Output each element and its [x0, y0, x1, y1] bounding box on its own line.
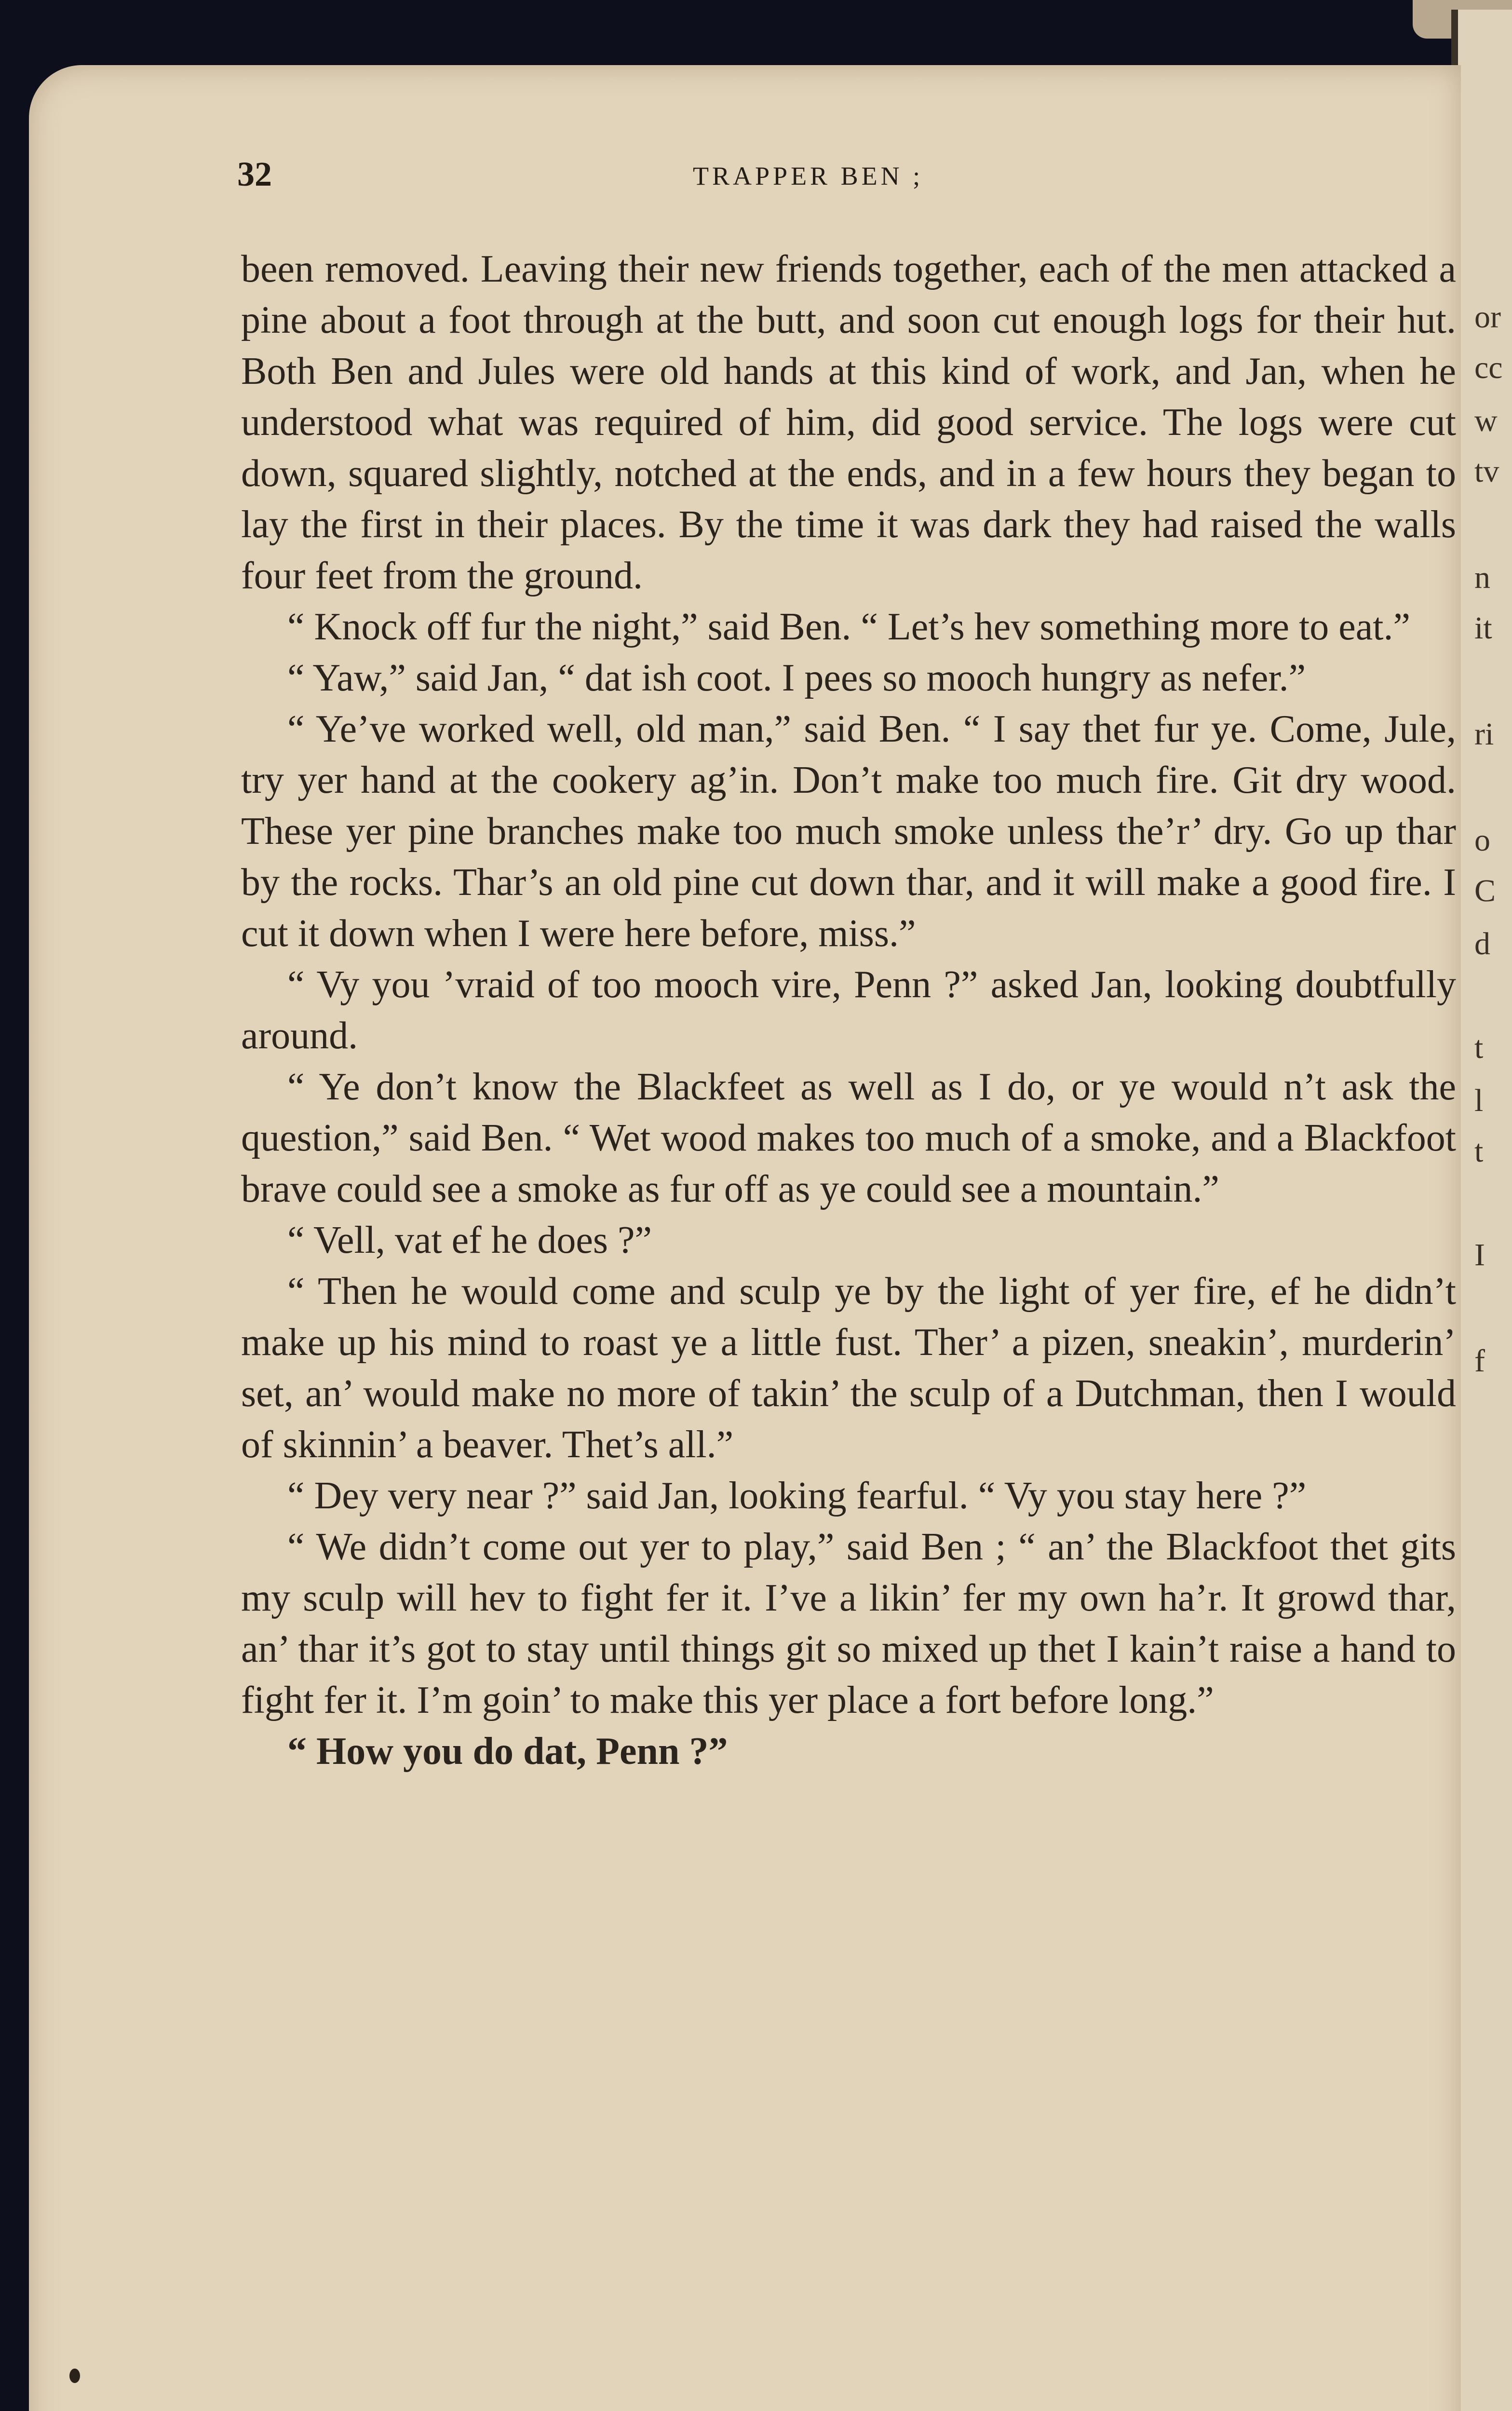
paragraph: “ Dey very near ?” said Jan, looking fearful. “ Vy you stay here ?” — [287, 1475, 1307, 1517]
next-page-fragment: f — [1474, 1343, 1485, 1379]
paragraph: “ Knock off fur the night,” said Ben. “ Let’s hev something more to eat.” — [287, 606, 1410, 648]
next-page-fragment: t — [1474, 1134, 1484, 1169]
paragraph: been removed. Leaving their new friends together, each of the men attacked a pine about a foot through at the butt, and soon cut enough logs for their hut. Both Ben and Jules were old hands at this kind of work, and Jan, when he understood what was required of him, did good service. The logs were cut down, squared slightly, notched at the ends, and in a few hours they began to lay the first in their places. By the time it was dark they had raised the walls four feet from the ground. — [241, 248, 1456, 597]
next-page-fragment: t — [1474, 1030, 1484, 1065]
next-page-fragment: l — [1474, 1083, 1484, 1118]
page-number: 32 — [237, 155, 272, 193]
next-page-fragment: w — [1474, 403, 1498, 438]
next-page-fragment: ri — [1474, 717, 1494, 752]
paragraph: “ How you do dat, Penn ?” — [287, 1730, 728, 1773]
next-page-fragment: cc — [1474, 350, 1503, 385]
ink-spot — [69, 2369, 80, 2383]
page-body-text — [241, 244, 1456, 1777]
paragraph: “ We didn’t come out yer to play,” said Ben ; “ an’ the Blackfoot thet gits my sculp will hev to fight fer it. I’ve a likin’ fer my own ha’r. It growd thar, an’ thar it’s got to stay until things git so mixed up thet I kain’t raise a hand to fight fer it. I’m goin’ to make this yer place a fort before long.” — [241, 1526, 1456, 1721]
next-page-edge-text — [1471, 0, 1512, 2411]
next-page-fragment: n — [1474, 560, 1490, 595]
paragraph: “ Vell, vat ef he does ?” — [287, 1219, 652, 1261]
paragraph: “ Then he would come and sculp ye by the light of yer fire, ef he didn’t make up his mind to roast ye a little fust. Ther’ a pizen, sneakin’, murderin’ set, an’ would make no more of takin’ the sculp of a Dutchman, then I would of skinnin’ a beaver. Thet’s all.” — [241, 1270, 1456, 1466]
next-page-fragment: I — [1474, 1237, 1485, 1273]
next-page-fragment: or — [1474, 299, 1501, 335]
paragraph: “ Yaw,” said Jan, “ dat ish coot. I pees so mooch hungry as nefer.” — [287, 657, 1306, 699]
paragraph: “ Ye don’t know the Blackfeet as well as I do, or ye would n’t ask the question,” said Ben. “ Wet wood makes too much of a smoke, and a Blackfoot brave could see a smoke as fur off as ye could see a mountain.” — [241, 1066, 1456, 1210]
paragraph: “ Ye’ve worked well, old man,” said Ben. “ I say thet fur ye. Come, Jule, try yer hand at the cookery ag’in. Don’t make too much fire. Git dry wood. These yer pine branches make too much smoke unless the’r’ dry. Go up thar by the rocks. Thar’s an old pine cut down thar, and it will make a good fire. I cut it down when I were here before, miss.” — [241, 708, 1456, 955]
next-page-fragment: C — [1474, 873, 1496, 908]
next-page-fragment: tv — [1474, 454, 1499, 489]
running-title: TRAPPER BEN ; — [693, 162, 924, 190]
paragraph: “ Vy you ’vraid of too mooch vire, Penn ?” asked Jan, looking doubtfully around. — [241, 963, 1456, 1057]
next-page-fragment: o — [1474, 823, 1490, 858]
next-page-fragment: d — [1474, 926, 1490, 962]
page-header — [237, 154, 1452, 203]
next-page-fragment: it — [1474, 610, 1492, 646]
